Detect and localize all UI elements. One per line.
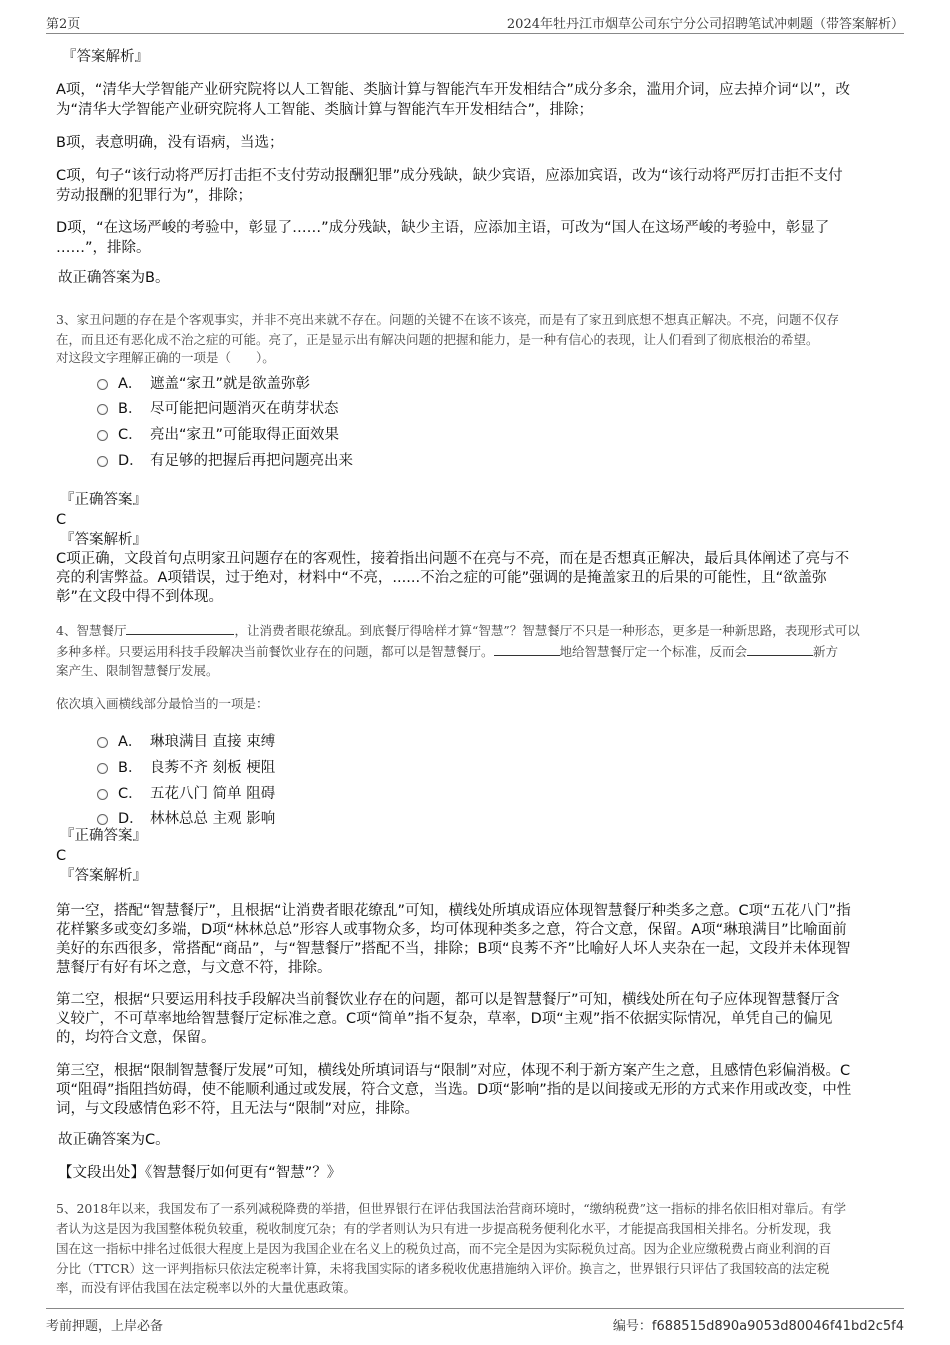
q3-correct-label: 『正确答案』 [60, 492, 147, 508]
q2-analysis-c-line1: C项，句子“该行动将严厉打击拒不支付劳动报酬犯罪”成分残缺，缺少宾语，应添加宾语，改为“该行动将严厉打击拒不支付 [56, 168, 843, 184]
q4-analysis-p3-line1: 第三空，根据“限制智慧餐厅发展”可知，横线处所填词语与“限制”对应，体现不利于新方案产生之意，且感情色彩偏消极。C [56, 1063, 851, 1079]
q4-correct-value: C [56, 848, 67, 864]
q3-analysis-line2: 亮的利害弊益。A项错误，过于绝对，材料中“不亮，......不治之症的可能”强调的是掩盖家丑的后果的可能性，且“欲盖弥 [56, 570, 827, 586]
q4-option-c[interactable]: C． 五花八门 简单 阻碍 [97, 782, 275, 803]
q4-stem-line2: 多种多样。只要运用科技手段解决当前餐饮业存在的问题，都可以是智慧餐厅。 地给智慧餐厅定一个标准，反而会 新方 [56, 644, 839, 659]
q4-analysis-p2-line2: 义较广，不可草率地给智慧餐厅定标准之意。C项“简单”指不复杂，草率，D项“主观”指不依据实际情况，单凭自己的偏见 [56, 1011, 833, 1027]
q3-analysis-line3: 彰”在文段中得不到体现。 [56, 589, 224, 605]
q4-analysis-p2-line1: 第二空，根据“只要运用科技手段解决当前餐饮业存在的问题，都可以是智慧餐厅”可知，横线处所在句子应体现智慧餐厅含 [56, 992, 840, 1008]
q4-source: 【文段出处】《智慧餐厅如何更有“智慧”？》 [58, 1165, 342, 1181]
q5-stem-line3: 国在这一指标中排名过低很大程度上是因为我国企业在名义上的税负过高，而不完全是因为实际税负过高。因为企业应缴税费占商业利润的百 [56, 1241, 832, 1256]
q5-stem-line4: 分比（TTCR）这一评判指标只依法定税率计算，未将我国实际的诸多税收优惠措施纳入评价。换言之，世界银行只评估了我国较高的法定税 [56, 1261, 830, 1276]
header-divider [46, 33, 904, 34]
q4-analysis-p3-line2: 项“阻碍”指阻挡妨碍，使不能顺利通过或发展，符合文意，当选。D项“影响”指的是以间接或无形的方式来作用或改变，中性 [56, 1082, 852, 1098]
document-title: 2024年牡丹江市烟草公司东宁分公司招聘笔试冲刺题（带答案解析） [506, 17, 904, 32]
radio-icon[interactable] [97, 456, 108, 467]
q3-analysis-label: 『答案解析』 [60, 532, 147, 548]
q4-prompt: 依次填入画横线部分最恰当的一项是： [56, 696, 269, 711]
q2-analysis-a-line2: 为“清华大学智能产业研究院将人工智能、类脑计算与智能汽车开发相结合”，排除； [56, 102, 594, 118]
q4-stem-line1: 4、智慧餐厅 ，让消费者眼花缭乱。到底餐厅得啥样才算“智慧”？智慧餐厅不只是一种形态，更多是一种新思路，表现形式可以 [56, 623, 860, 638]
q4-final-answer: 故正确答案为C。 [58, 1132, 170, 1148]
q4-analysis-p1-line1: 第一空，搭配“智慧餐厅”，且根据“让消费者眼花缭乱”可知，横线处所填成语应体现智慧餐厅种类多之意。C项“五花八门”指 [56, 903, 851, 919]
radio-icon[interactable] [97, 789, 108, 800]
q3-analysis-line1: C项正确，文段首句点明家丑问题存在的客观性，接着指出问题不在亮与不亮，而在是否想真正解决，最后具体阐述了亮与不 [56, 551, 850, 567]
radio-icon[interactable] [97, 379, 108, 390]
blank-1[interactable] [126, 621, 234, 635]
q4-stem-line3: 案产生、限制智慧餐厅发展。 [56, 663, 219, 678]
blank-3[interactable] [747, 642, 813, 656]
q3-correct-value: C [56, 512, 67, 528]
q4-analysis-p1-line3: 美好的东西很多，常搭配“商品”，与“智慧餐厅”搭配不当，排除；B项“良莠不齐”比喻好人坏人夹杂在一起，文段并未体现智 [56, 941, 851, 957]
q2-analysis-label: 『答案解析』 [62, 49, 149, 65]
q5-stem-line1: 5、2018年以来，我国发布了一系列减税降费的举措，但世界银行在评估我国法治营商环境时，“缴纳税费”这一指标的排名依旧相对靠后。有学 [56, 1201, 847, 1216]
q4-analysis-label: 『答案解析』 [60, 868, 147, 884]
radio-icon[interactable] [97, 737, 108, 748]
page-number: 第2页 [46, 17, 81, 32]
q5-stem-line5: 率，而没有评估我国在法定税率以外的大量优惠政策。 [56, 1280, 357, 1295]
radio-icon[interactable] [97, 814, 108, 825]
radio-icon[interactable] [97, 430, 108, 441]
blank-2[interactable] [494, 642, 560, 656]
q2-analysis-c-line2: 劳动报酬的犯罪行为”，排除； [56, 188, 253, 204]
footer-code: 编号：f688515d890a9053d80046f41bd2c5f4 [612, 1319, 904, 1334]
q3-stem-line3: 对这段文字理解正确的一项是（ ）。 [56, 350, 275, 365]
q3-option-d[interactable]: D． 有足够的把握后再把问题亮出来 [97, 449, 353, 470]
q4-option-d[interactable]: D． 林林总总 主观 影响 [97, 807, 275, 828]
q3-option-a[interactable]: A． 遮盖“家丑”就是欲盖弥彰 [97, 372, 310, 393]
footer-slogan: 考前押题，上岸必备 [46, 1319, 164, 1334]
q3-option-b[interactable]: B． 尽可能把问题消灭在萌芽状态 [97, 397, 339, 418]
q2-analysis-d-line2: ……”，排除。 [56, 240, 151, 256]
footer-divider [46, 1308, 904, 1309]
q4-correct-label: 『正确答案』 [60, 828, 147, 844]
radio-icon[interactable] [97, 763, 108, 774]
q2-final-answer: 故正确答案为B。 [58, 270, 170, 286]
q3-stem-line1: 3、家丑问题的存在是个客观事实，并非不亮出来就不存在。问题的关键不在该不该亮，而是有了家丑到底想不想真正解决。不亮，问题不仅存 [56, 312, 839, 327]
q4-analysis-p1-line4: 慧餐厅有好有坏之意，与文意不符，排除。 [56, 960, 332, 976]
q4-option-a[interactable]: A． 琳琅满目 直接 束缚 [97, 730, 275, 751]
q4-option-b[interactable]: B． 良莠不齐 刻板 梗阻 [97, 756, 275, 777]
q2-analysis-d-line1: D项，“在这场严峻的考验中，彰显了……”成分残缺，缺少主语，应添加主语，可改为“国人在这场严峻的考验中，彰显了 [56, 220, 830, 236]
q4-analysis-p2-line3: 的，均符合文意，保留。 [56, 1030, 216, 1046]
q3-stem-line2: 在，而且还有恶化成不治之症的可能。亮了，正是显示出有解决问题的把握和能力，是一种有信心的表现，让人们看到了彻底根治的希望。 [56, 332, 819, 347]
q3-option-c[interactable]: C． 亮出“家丑”可能取得正面效果 [97, 423, 339, 444]
q2-analysis-a-line1: A项，“清华大学智能产业研究院将以人工智能、类脑计算与智能汽车开发相结合”成分多余，滥用介词，应去掉介词“以”，改 [56, 82, 850, 98]
q4-analysis-p3-line3: 词，与文段感情色彩不符，且无法与“限制”对应，排除。 [56, 1101, 420, 1117]
radio-icon[interactable] [97, 404, 108, 415]
q5-stem-line2: 者认为这是因为我国整体税负较重，税收制度冗杂；有的学者则认为只有进一步提高税务便利化水平，才能提高我国相关排名。分析发现，我 [56, 1221, 832, 1236]
q4-analysis-p1-line2: 花样繁多或变幻多端，D项“林林总总”形容人或事物众多，均可体现种类多之意，符合文意，保留。A项“琳琅满目”比喻面前 [56, 922, 847, 938]
q2-analysis-b-line: B项，表意明确，没有语病，当选； [56, 135, 284, 151]
